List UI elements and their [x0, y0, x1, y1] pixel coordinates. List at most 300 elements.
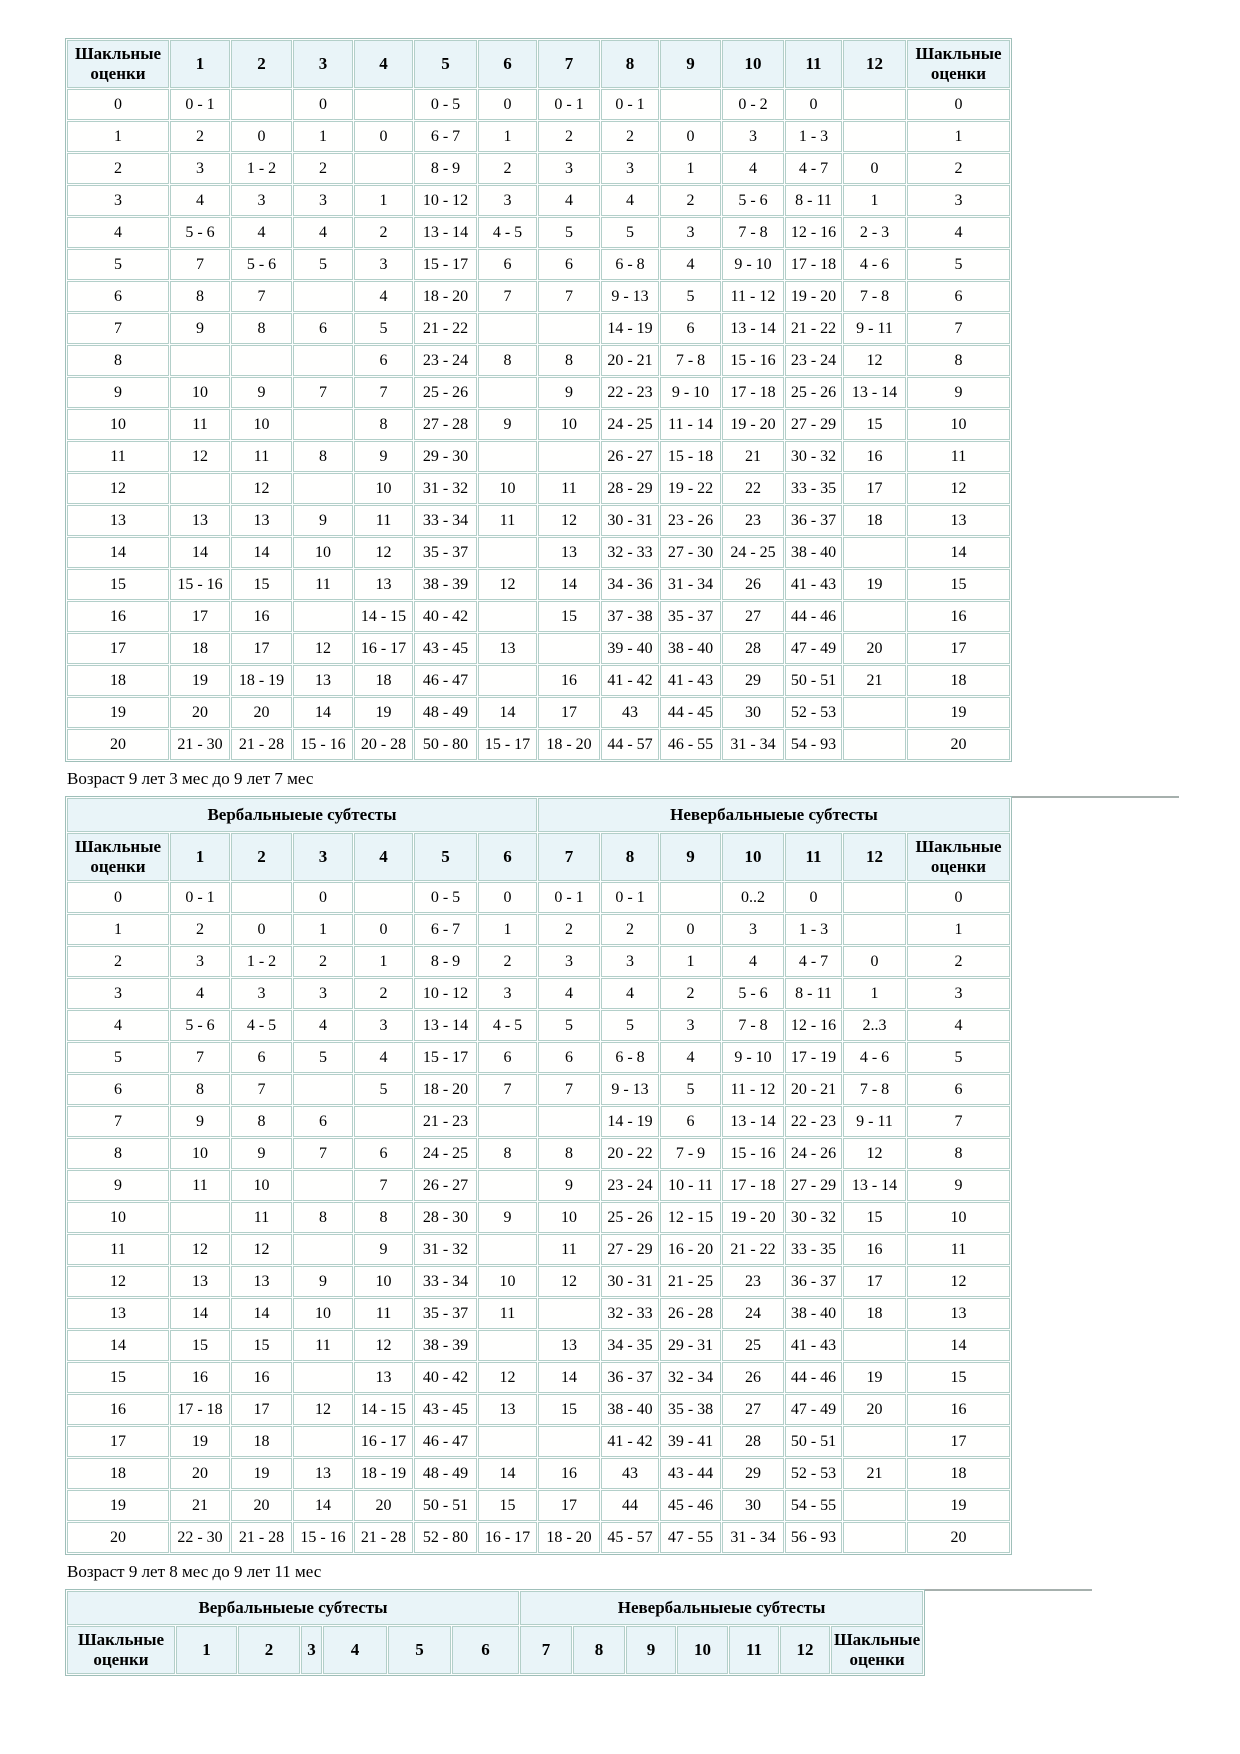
cell-col4 [354, 1106, 413, 1137]
cell-col10: 30 [722, 697, 784, 728]
table-row [67, 1490, 1010, 1521]
cell-col12: 13 - 14 [843, 377, 906, 408]
table-row [67, 473, 1010, 504]
cell-col9: 19 - 22 [660, 473, 721, 504]
table-row [67, 249, 1010, 280]
cell-col3: 14 [293, 1490, 353, 1521]
cell-col4: 8 [354, 409, 413, 440]
cell-col6: 13 [478, 1394, 537, 1425]
subtest-col-header-3: 3 [301, 1626, 322, 1674]
cell-col12 [843, 121, 906, 152]
cell-col4: 14 - 15 [354, 1394, 413, 1425]
cell-col12 [843, 729, 906, 760]
cell-col3: 6 [293, 1106, 353, 1137]
cell-col11: 21 - 22 [785, 313, 842, 344]
cell-col11: 24 - 26 [785, 1138, 842, 1169]
cell-col8: 2 [601, 121, 659, 152]
verbal-subtests-header: Вербальныеые субтесты [67, 798, 537, 832]
header-extension-line [1012, 796, 1179, 798]
cell-col3 [293, 281, 353, 312]
column-header-row [67, 1626, 923, 1674]
cell-col12 [843, 89, 906, 120]
cell-col2: 3 [231, 185, 292, 216]
subtest-col-header-11: 11 [785, 833, 842, 881]
cell-col2: 13 [231, 505, 292, 536]
group-header-row [67, 1591, 923, 1625]
cell-col11: 19 - 20 [785, 281, 842, 312]
cell-col9: 15 - 18 [660, 441, 721, 472]
cell-col10: 30 [722, 1490, 784, 1521]
cell-col1: 14 [170, 1298, 230, 1329]
cell-col7: 17 [538, 697, 600, 728]
cell-col5: 43 - 45 [414, 633, 477, 664]
subtest-col-header-8: 8 [601, 833, 659, 881]
subtest-col-header-9: 9 [626, 1626, 676, 1674]
column-header-row [67, 40, 1010, 88]
scale-value-right: 5 [907, 249, 1010, 280]
cell-col3: 2 [293, 153, 353, 184]
cell-col5: 27 - 28 [414, 409, 477, 440]
cell-col12 [843, 1522, 906, 1553]
scale-value-left: 1 [67, 914, 169, 945]
scale-value-left: 8 [67, 345, 169, 376]
cell-col2: 13 [231, 1266, 292, 1297]
table-row [67, 185, 1010, 216]
cell-col5: 46 - 47 [414, 1426, 477, 1457]
cell-col7: 11 [538, 1234, 600, 1265]
cell-col1: 9 [170, 313, 230, 344]
cell-col9: 3 [660, 217, 721, 248]
score-table-0 [65, 38, 1012, 762]
cell-col1: 10 [170, 377, 230, 408]
cell-col4: 20 - 28 [354, 729, 413, 760]
cell-col7: 6 [538, 1042, 600, 1073]
scale-value-right: 16 [907, 1394, 1010, 1425]
cell-col6: 3 [478, 185, 537, 216]
cell-col4: 4 [354, 1042, 413, 1073]
cell-col7: 16 [538, 665, 600, 696]
scale-value-left: 15 [67, 1362, 169, 1393]
cell-col9: 1 [660, 946, 721, 977]
scale-value-right: 19 [907, 697, 1010, 728]
subtest-col-header-5: 5 [388, 1626, 451, 1674]
cell-col12: 18 [843, 505, 906, 536]
cell-col12: 19 [843, 1362, 906, 1393]
cell-col9: 29 - 31 [660, 1330, 721, 1361]
cell-col4: 13 [354, 1362, 413, 1393]
cell-col6 [478, 1106, 537, 1137]
cell-col2: 16 [231, 601, 292, 632]
cell-col2: 14 [231, 537, 292, 568]
table-row [67, 1330, 1010, 1361]
cell-col5: 13 - 14 [414, 217, 477, 248]
scale-value-right: 20 [907, 729, 1010, 760]
subtest-col-header-7: 7 [538, 833, 600, 881]
cell-col12 [843, 1426, 906, 1457]
scale-value-right: 3 [907, 978, 1010, 1009]
cell-col7: 3 [538, 946, 600, 977]
cell-col1: 18 [170, 633, 230, 664]
cell-col3 [293, 409, 353, 440]
cell-col10: 13 - 14 [722, 1106, 784, 1137]
cell-col8: 34 - 35 [601, 1330, 659, 1361]
cell-col6: 7 [478, 1074, 537, 1105]
cell-col4: 2 [354, 978, 413, 1009]
subtest-col-header-10: 10 [722, 40, 784, 88]
cell-col4: 3 [354, 1010, 413, 1041]
score-table-2 [65, 1589, 925, 1676]
cell-col5: 52 - 80 [414, 1522, 477, 1553]
cell-col4: 14 - 15 [354, 601, 413, 632]
cell-col10: 31 - 34 [722, 729, 784, 760]
scale-value-left: 1 [67, 121, 169, 152]
subtest-col-header-1: 1 [170, 833, 230, 881]
cell-col1: 5 - 6 [170, 217, 230, 248]
subtest-col-header-6: 6 [452, 1626, 519, 1674]
cell-col7 [538, 633, 600, 664]
cell-col6 [478, 377, 537, 408]
cell-col3: 4 [293, 1010, 353, 1041]
cell-col6 [478, 1234, 537, 1265]
cell-col10: 4 [722, 153, 784, 184]
scale-value-left: 13 [67, 1298, 169, 1329]
cell-col3: 10 [293, 1298, 353, 1329]
cell-col12: 12 [843, 345, 906, 376]
cell-col6 [478, 665, 537, 696]
scale-value-right: 15 [907, 569, 1010, 600]
cell-col12 [843, 882, 906, 913]
cell-col1: 5 - 6 [170, 1010, 230, 1041]
cell-col6: 8 [478, 1138, 537, 1169]
cell-col11: 38 - 40 [785, 537, 842, 568]
cell-col9: 46 - 55 [660, 729, 721, 760]
cell-col1 [170, 473, 230, 504]
cell-col8: 5 [601, 217, 659, 248]
cell-col6: 16 - 17 [478, 1522, 537, 1553]
subtest-col-header-7: 7 [538, 40, 600, 88]
cell-col4: 12 [354, 1330, 413, 1361]
cell-col2: 17 [231, 1394, 292, 1425]
cell-col5: 26 - 27 [414, 1170, 477, 1201]
cell-col7 [538, 1106, 600, 1137]
cell-col2: 17 [231, 633, 292, 664]
cell-col8: 41 - 42 [601, 1426, 659, 1457]
cell-col8: 43 [601, 697, 659, 728]
scale-value-right: 11 [907, 441, 1010, 472]
cell-col12: 17 [843, 473, 906, 504]
cell-col11: 30 - 32 [785, 1202, 842, 1233]
cell-col10: 24 [722, 1298, 784, 1329]
table-row [67, 345, 1010, 376]
cell-col7 [538, 1426, 600, 1457]
cell-col3 [293, 345, 353, 376]
age-range-caption-2: Возраст 9 лет 8 мес до 9 лет 11 мес [67, 1562, 322, 1582]
cell-col5: 15 - 17 [414, 1042, 477, 1073]
cell-col8: 44 [601, 1490, 659, 1521]
cell-col12: 17 [843, 1266, 906, 1297]
table-row [67, 377, 1010, 408]
table-row [67, 537, 1010, 568]
scale-value-left: 3 [67, 978, 169, 1009]
cell-col3: 0 [293, 89, 353, 120]
cell-col8: 25 - 26 [601, 1202, 659, 1233]
scale-value-right: 15 [907, 1362, 1010, 1393]
cell-col2: 10 [231, 409, 292, 440]
cell-col10: 3 [722, 914, 784, 945]
cell-col9: 21 - 25 [660, 1266, 721, 1297]
subtest-col-header-2: 2 [231, 833, 292, 881]
cell-col4: 4 [354, 281, 413, 312]
group-header-row [67, 798, 1010, 832]
table-row [67, 729, 1010, 760]
cell-col3 [293, 1362, 353, 1393]
cell-col8: 38 - 40 [601, 1394, 659, 1425]
cell-col9: 0 [660, 121, 721, 152]
cell-col1: 11 [170, 409, 230, 440]
cell-col1: 7 [170, 1042, 230, 1073]
cell-col11: 20 - 21 [785, 1074, 842, 1105]
scale-value-left: 19 [67, 1490, 169, 1521]
cell-col11: 8 - 11 [785, 185, 842, 216]
cell-col1: 20 [170, 697, 230, 728]
cell-col7: 18 - 20 [538, 729, 600, 760]
cell-col7: 0 - 1 [538, 882, 600, 913]
cell-col3: 6 [293, 313, 353, 344]
cell-col12: 20 [843, 633, 906, 664]
scale-value-left: 4 [67, 217, 169, 248]
cell-col8: 36 - 37 [601, 1362, 659, 1393]
cell-col2: 15 [231, 569, 292, 600]
cell-col5: 33 - 34 [414, 505, 477, 536]
subtest-col-header-5: 5 [414, 833, 477, 881]
cell-col8: 27 - 29 [601, 1234, 659, 1265]
cell-col8: 30 - 31 [601, 505, 659, 536]
cell-col11: 44 - 46 [785, 601, 842, 632]
cell-col10: 24 - 25 [722, 537, 784, 568]
subtest-col-header-12: 12 [843, 833, 906, 881]
cell-col4: 6 [354, 345, 413, 376]
scale-value-right: 6 [907, 281, 1010, 312]
scale-value-right: 0 [907, 89, 1010, 120]
cell-col3: 9 [293, 505, 353, 536]
cell-col4: 20 [354, 1490, 413, 1521]
scale-scores-header-left: Шакльные оценки [67, 833, 169, 881]
cell-col9: 43 - 44 [660, 1458, 721, 1489]
cell-col7: 17 [538, 1490, 600, 1521]
cell-col10: 27 [722, 1394, 784, 1425]
cell-col8: 37 - 38 [601, 601, 659, 632]
subtest-col-header-10: 10 [677, 1626, 728, 1674]
cell-col1: 15 [170, 1330, 230, 1361]
cell-col4: 19 [354, 697, 413, 728]
cell-col11: 8 - 11 [785, 978, 842, 1009]
verbal-subtests-header: Вербальныеые субтесты [67, 1591, 519, 1625]
cell-col12: 21 [843, 665, 906, 696]
cell-col9: 0 [660, 914, 721, 945]
cell-col10: 7 - 8 [722, 217, 784, 248]
cell-col5: 48 - 49 [414, 697, 477, 728]
cell-col2 [231, 89, 292, 120]
cell-col11: 4 - 7 [785, 946, 842, 977]
scale-value-left: 0 [67, 882, 169, 913]
cell-col4: 16 - 17 [354, 633, 413, 664]
cell-col6: 1 [478, 121, 537, 152]
cell-col6 [478, 1426, 537, 1457]
cell-col2: 19 [231, 1458, 292, 1489]
cell-col11: 23 - 24 [785, 345, 842, 376]
cell-col7: 10 [538, 409, 600, 440]
cell-col5: 43 - 45 [414, 1394, 477, 1425]
cell-col5: 50 - 51 [414, 1490, 477, 1521]
cell-col8: 9 - 13 [601, 281, 659, 312]
cell-col2 [231, 345, 292, 376]
cell-col1: 0 - 1 [170, 89, 230, 120]
cell-col10: 31 - 34 [722, 1522, 784, 1553]
cell-col10: 0 - 2 [722, 89, 784, 120]
cell-col2: 20 [231, 697, 292, 728]
subtest-col-header-9: 9 [660, 40, 721, 88]
cell-col1: 8 [170, 281, 230, 312]
cell-col11: 22 - 23 [785, 1106, 842, 1137]
scale-value-left: 18 [67, 665, 169, 696]
cell-col8: 14 - 19 [601, 313, 659, 344]
table-row [67, 1394, 1010, 1425]
cell-col6 [478, 1170, 537, 1201]
score-table-block-next-age-header-only [65, 1589, 925, 1676]
cell-col9: 47 - 55 [660, 1522, 721, 1553]
table-row [67, 946, 1010, 977]
cell-col8: 45 - 57 [601, 1522, 659, 1553]
table-row [67, 1266, 1010, 1297]
score-table-1 [65, 796, 1012, 1555]
scale-value-right: 11 [907, 1234, 1010, 1265]
cell-col6: 12 [478, 1362, 537, 1393]
cell-col11: 36 - 37 [785, 505, 842, 536]
cell-col8: 34 - 36 [601, 569, 659, 600]
scale-value-right: 4 [907, 217, 1010, 248]
cell-col5: 10 - 12 [414, 978, 477, 1009]
table-row [67, 217, 1010, 248]
cell-col2: 9 [231, 377, 292, 408]
cell-col11: 52 - 53 [785, 697, 842, 728]
cell-col10: 17 - 18 [722, 377, 784, 408]
table-row [67, 89, 1010, 120]
cell-col10: 19 - 20 [722, 1202, 784, 1233]
table-row [67, 978, 1010, 1009]
cell-col11: 4 - 7 [785, 153, 842, 184]
cell-col2: 3 [231, 978, 292, 1009]
nonverbal-subtests-header: Невербальныеые субтесты [520, 1591, 923, 1625]
cell-col6: 4 - 5 [478, 217, 537, 248]
cell-col2: 6 [231, 1042, 292, 1073]
scale-value-right: 4 [907, 1010, 1010, 1041]
cell-col4: 21 - 28 [354, 1522, 413, 1553]
cell-col7: 16 [538, 1458, 600, 1489]
cell-col11: 17 - 19 [785, 1042, 842, 1073]
cell-col11: 56 - 93 [785, 1522, 842, 1553]
cell-col9: 45 - 46 [660, 1490, 721, 1521]
scale-value-right: 14 [907, 537, 1010, 568]
cell-col2: 21 - 28 [231, 1522, 292, 1553]
cell-col2: 14 [231, 1298, 292, 1329]
cell-col5: 33 - 34 [414, 1266, 477, 1297]
cell-col4 [354, 153, 413, 184]
scale-value-right: 8 [907, 345, 1010, 376]
scale-value-right: 13 [907, 505, 1010, 536]
cell-col1: 19 [170, 1426, 230, 1457]
cell-col12: 9 - 11 [843, 1106, 906, 1137]
cell-col10: 22 [722, 473, 784, 504]
cell-col1: 19 [170, 665, 230, 696]
cell-col10: 25 [722, 1330, 784, 1361]
cell-col8: 32 - 33 [601, 537, 659, 568]
cell-col1: 14 [170, 537, 230, 568]
cell-col4: 9 [354, 1234, 413, 1265]
scale-value-left: 2 [67, 153, 169, 184]
cell-col7: 2 [538, 914, 600, 945]
cell-col3: 3 [293, 185, 353, 216]
cell-col8: 20 - 21 [601, 345, 659, 376]
cell-col1: 12 [170, 441, 230, 472]
cell-col3: 5 [293, 249, 353, 280]
cell-col1: 13 [170, 1266, 230, 1297]
cell-col7 [538, 441, 600, 472]
cell-col3: 7 [293, 377, 353, 408]
subtest-col-header-11: 11 [785, 40, 842, 88]
cell-col3: 1 [293, 121, 353, 152]
cell-col12: 15 [843, 409, 906, 440]
cell-col11: 1 - 3 [785, 914, 842, 945]
cell-col1: 16 [170, 1362, 230, 1393]
cell-col12: 15 [843, 1202, 906, 1233]
scale-value-right: 10 [907, 1202, 1010, 1233]
cell-col12 [843, 537, 906, 568]
cell-col9: 6 [660, 313, 721, 344]
cell-col12 [843, 914, 906, 945]
cell-col3: 8 [293, 1202, 353, 1233]
cell-col12: 1 [843, 978, 906, 1009]
table-row [67, 1042, 1010, 1073]
cell-col6: 14 [478, 697, 537, 728]
cell-col7: 13 [538, 537, 600, 568]
cell-col9: 26 - 28 [660, 1298, 721, 1329]
cell-col10: 5 - 6 [722, 185, 784, 216]
cell-col1 [170, 345, 230, 376]
cell-col2: 8 [231, 313, 292, 344]
cell-col5: 6 - 7 [414, 914, 477, 945]
cell-col6: 8 [478, 345, 537, 376]
cell-col1: 7 [170, 249, 230, 280]
scale-value-left: 4 [67, 1010, 169, 1041]
cell-col5: 48 - 49 [414, 1458, 477, 1489]
cell-col11: 17 - 18 [785, 249, 842, 280]
cell-col5: 40 - 42 [414, 601, 477, 632]
cell-col11: 54 - 93 [785, 729, 842, 760]
cell-col12: 21 [843, 1458, 906, 1489]
table-row [67, 1298, 1010, 1329]
cell-col8: 41 - 42 [601, 665, 659, 696]
table-row [67, 914, 1010, 945]
cell-col3: 8 [293, 441, 353, 472]
cell-col1: 17 [170, 601, 230, 632]
cell-col3: 0 [293, 882, 353, 913]
cell-col7: 3 [538, 153, 600, 184]
scale-value-left: 10 [67, 409, 169, 440]
scale-value-left: 13 [67, 505, 169, 536]
scale-value-left: 11 [67, 441, 169, 472]
cell-col5: 40 - 42 [414, 1362, 477, 1393]
cell-col7: 12 [538, 1266, 600, 1297]
